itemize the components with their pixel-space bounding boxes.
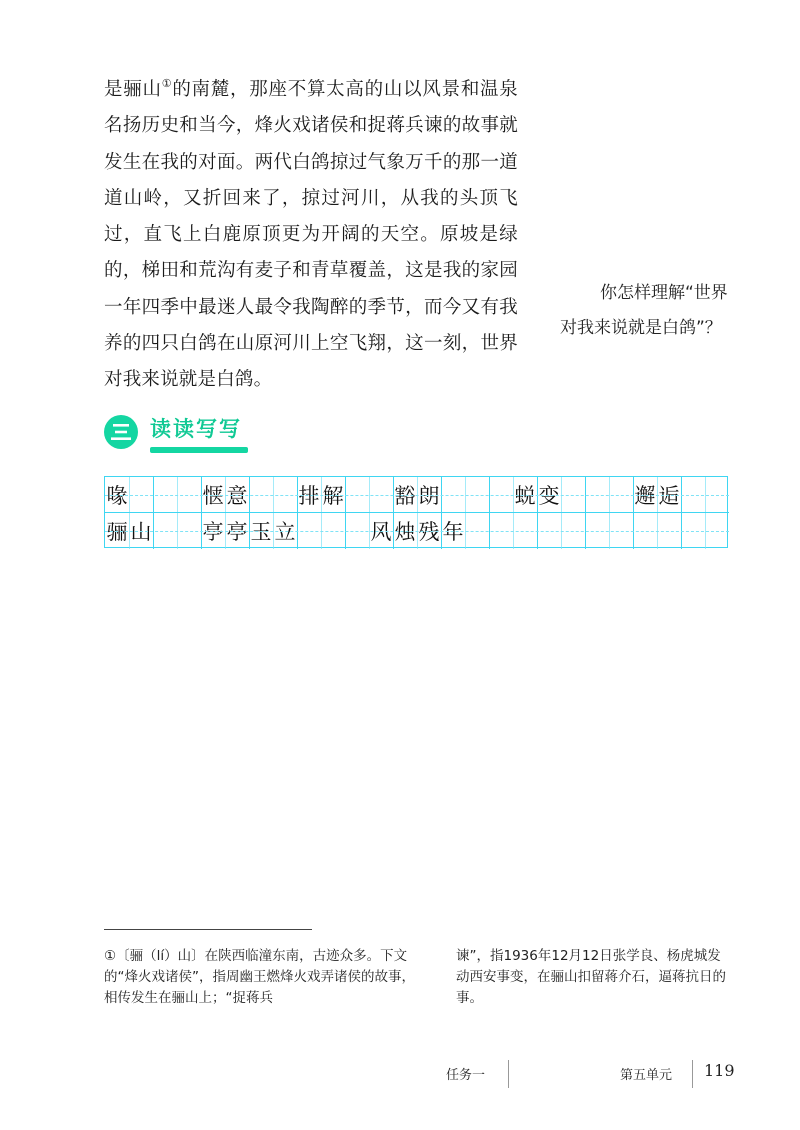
vocab-character: 山 (130, 520, 152, 544)
vocab-character: 蜕 (514, 484, 536, 508)
vocab-character: 变 (538, 484, 560, 508)
vocab-character: 骊 (106, 520, 128, 544)
page-number: 119 (704, 1061, 735, 1080)
paragraph-rest: 的南麓，那座不算太高的山以风景和温泉名扬历史和当今，烽火戏诸侯和捉蒋兵谏的故事就发生在我的对面。两代白鸽掠过气象万千的那一道道山岭，又折回来了，掠过河川，从我的头顶飞过，直飞上白鹿原顶更为开阔的天空。原坡是绿的，梯田和荒沟有麦子和青草覆盖，这是我的家园一年四季中最迷人最令我陶醉的季节，而今又有我养的四只白鸽在山原河川上空飞翔，这一刻，世界对我来说就是白鸽。 (104, 79, 518, 391)
section-number-badge (104, 415, 138, 449)
vocab-character: 玉 (250, 520, 272, 544)
vocab-character: 邂 (634, 484, 656, 508)
grid-line (105, 495, 729, 496)
vocab-character: 烛 (394, 520, 416, 544)
footer-task-label: 任务一 (446, 1068, 486, 1083)
vocab-character: 立 (274, 520, 296, 544)
footer-divider (508, 1060, 509, 1088)
vocab-character: 风 (370, 520, 392, 544)
vocab-character: 逅 (658, 484, 680, 508)
vocab-character: 豁 (394, 484, 416, 508)
main-paragraph (104, 72, 518, 399)
section-title: 读读写写 (150, 417, 242, 441)
vocab-character: 亭 (202, 520, 224, 544)
vocab-character: 意 (226, 484, 248, 508)
vocabulary-row-1 (105, 477, 729, 513)
footnote-right-column: 谏”，指1936年12月12日张学良、杨虎城发动西安事变，在骊山扣留蒋介石，逼蒋抗日的事。 (456, 948, 726, 1006)
vocab-character: 惬 (202, 484, 224, 508)
grid-line (105, 531, 729, 532)
vocab-character: 残 (418, 520, 440, 544)
footer-unit-label: 第五单元 (620, 1068, 673, 1083)
vocab-character: 排 (298, 484, 320, 508)
vocab-character: 解 (322, 484, 344, 508)
vocab-character: 年 (442, 520, 464, 544)
section-number-icon (104, 415, 138, 449)
vocab-character: 亭 (226, 520, 248, 544)
footnote-left-column: ①〔骊（lí）山〕在陕西临潼东南，古迹众多。下文的“烽火戏诸侯”，指周幽王燃烽火戏弄诸侯的故事，相传发生在骊山上；“捉蒋兵 (104, 948, 415, 1006)
vocabulary-grid (104, 476, 728, 548)
paragraph-start: 是骊山 (104, 79, 162, 100)
section-underline (150, 447, 248, 453)
vocab-character: 朗 (418, 484, 440, 508)
margin-question-text: 你怎样理解“世界对我来说就是白鸽”？ (560, 283, 728, 338)
footnote-rule (104, 929, 312, 930)
margin-question (560, 276, 738, 346)
footnote-reference[interactable]: ① (161, 77, 173, 90)
vocabulary-row-2 (105, 513, 729, 549)
vocab-character: 喙 (106, 484, 128, 508)
footer-divider (692, 1060, 693, 1088)
